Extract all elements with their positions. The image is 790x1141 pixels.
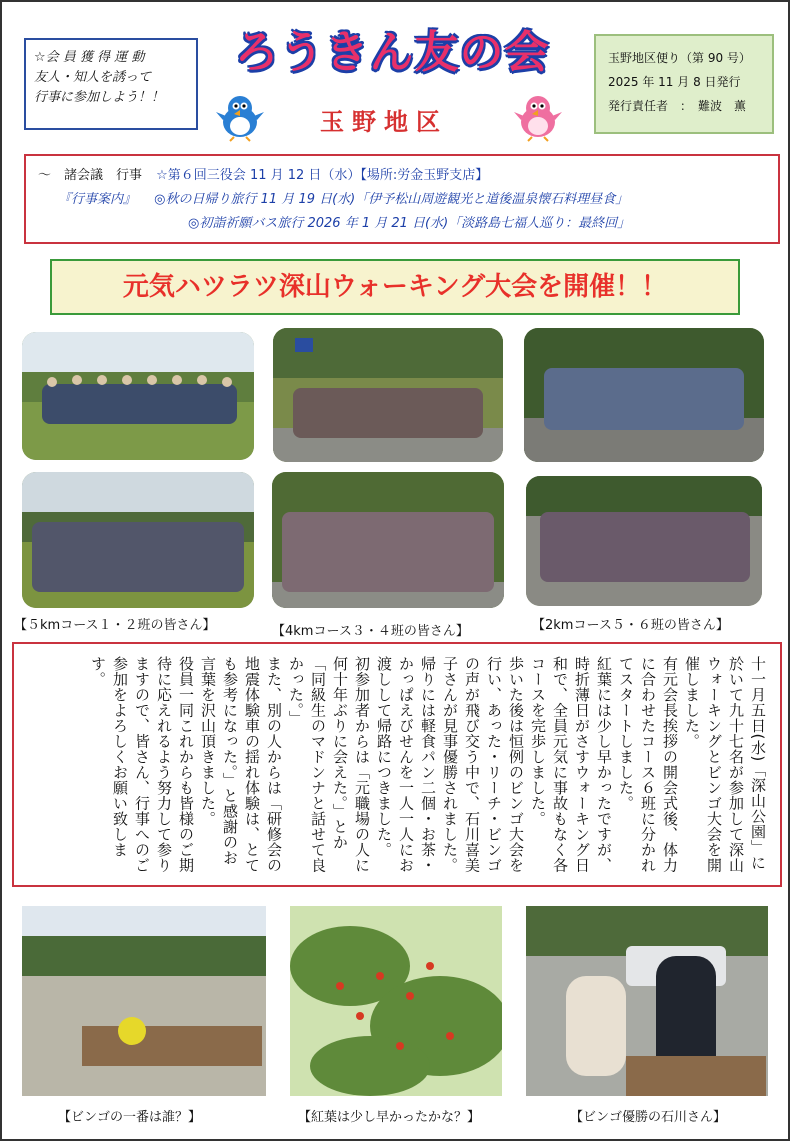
events-label: ～ 諸会議 行事	[38, 168, 143, 183]
events-row-meeting	[38, 164, 766, 188]
caption-group3: 【2kmコース５・６班の皆さん】	[532, 618, 729, 633]
caption-bingo2: 【ビンゴ優勝の石川さん】	[570, 1110, 727, 1125]
events-box	[24, 154, 780, 244]
issue-number: 玉野地区便り（第 90 号）	[608, 51, 751, 65]
blue-bird-mascot-icon	[214, 92, 266, 142]
events-row-trip1	[38, 188, 766, 212]
issue-date: 2025 年 11 月 8 日発行	[608, 75, 741, 89]
pink-bird-mascot-icon	[512, 92, 564, 142]
article-paragraph: 紅葉には少し早かったですが、時折薄日がさすウォーキング日和で、全員元気に事故もなく各コースを完歩しました。	[529, 656, 613, 873]
district-subtitle: 玉野地区	[320, 107, 448, 136]
caption-bingo1: 【ビンゴの一番は誰？】	[58, 1110, 202, 1125]
slogan-line: ☆会 員 獲 得 運 動	[34, 50, 145, 65]
article-paragraph: 帰りには軽食パン二個・お茶・かっぱえびせんを一人一人にお渡しして帰路につきました。	[375, 656, 437, 873]
article-paragraph: 有元会長挨拶の開会式後、体力に合わせたコース６班に分かれてスタートしました。	[617, 656, 679, 873]
group-photo	[22, 472, 254, 608]
trip1-info: ◎秋の日帰り旅行 11 月 19 日(水)「伊予松山周遊観光と道後温泉懐石料理昼食」	[154, 192, 629, 207]
article-paragraph: 役員一同これからも皆様のご期待に応えれるよう努力して参りますので、皆さん、行事へのご参加をよろしくお願い致します。	[89, 656, 195, 873]
slogan-line: 友人・知人を誘って	[34, 70, 152, 85]
publisher: 発行責任者 ： 難波 薫	[608, 99, 747, 113]
group-photo	[22, 332, 254, 460]
slogan-line: 行事に参加しよう！！	[34, 90, 165, 105]
issue-info-box	[594, 34, 774, 134]
trip2-info: ◎初詣祈願バス旅行 2026 年 1 月 21 日(水)「淡路島七福人巡り：最終回」	[188, 216, 631, 231]
group-photo	[272, 472, 504, 608]
slogan-box	[24, 38, 198, 130]
guide-label: 『行事案内』	[58, 192, 137, 207]
article-text	[24, 656, 769, 874]
group-photo	[524, 328, 764, 462]
article-box	[12, 642, 782, 887]
newsletter-title: ろうきん友の会	[234, 27, 550, 78]
headline-banner: 元気ハツラツ深山ウォーキング大会を開催！！	[50, 259, 740, 315]
article-paragraph: また、別の人からは「研修会の地震体験車の揺れ体験は、とても参考になった。」と感謝のお言葉を沢山頂きました。	[199, 656, 283, 873]
meeting-info: ☆第６回三役会 11 月 12 日（水）【場所:労金玉野支店】	[156, 168, 489, 183]
events-row-trip2	[38, 212, 766, 236]
leaves-photo	[290, 906, 502, 1096]
caption-group2: 【4kmコース３・４班の皆さん】	[272, 624, 469, 639]
group-photo	[273, 328, 503, 462]
article-paragraph: 十一月五日(水)「深山公園」に於いて九十七名が参加して深山ウォーキングとビンゴ大会を開催しました。	[683, 656, 767, 873]
group-photo	[526, 476, 762, 606]
caption-group1: 【５kmコース１・２班の皆さん】	[14, 618, 216, 633]
article-paragraph: 歩いた後は恒例のビンゴ大会を行い、あった・リーチ・ビンゴの声が飛び交う中で、石川喜美子さんが見事優勝されました。	[441, 656, 525, 873]
winner-photo	[526, 906, 768, 1096]
bingo-photo	[22, 906, 266, 1096]
caption-leaves: 【紅葉は少し早かったかな？】	[298, 1110, 481, 1125]
article-paragraph: 初参加者からは「元職場の人に何十年ぶりに会えた。」とか「同級生のマドンナと話せて良かった。」	[287, 656, 371, 873]
